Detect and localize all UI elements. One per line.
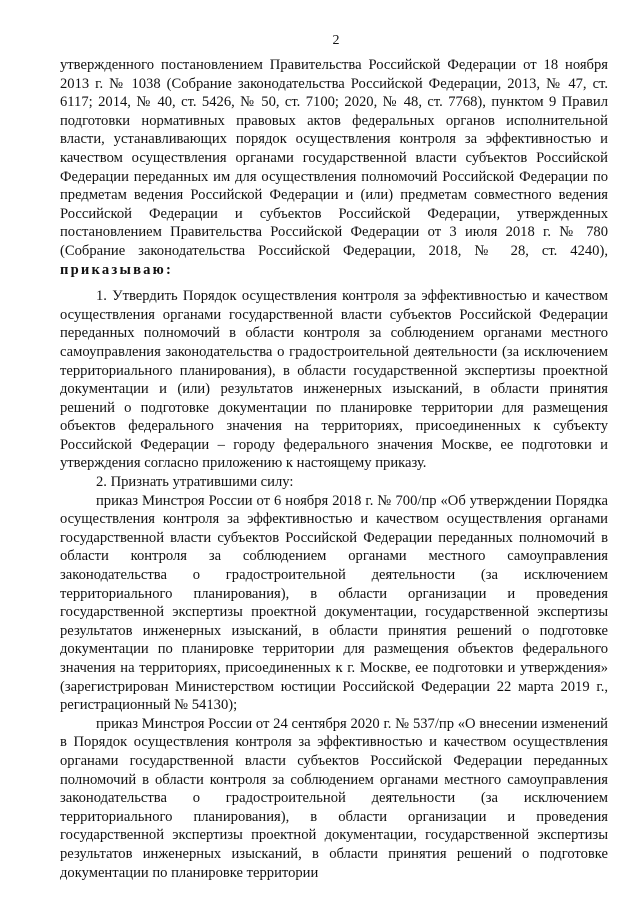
item-2-paragraph: 2. Признать утратившими силу: (96, 474, 294, 491)
item-1-paragraph: 1. Утвердить Порядок осуществления контроля за эффективностью и качеством осуществления органами государственной власти субъектов Российской Федерации переданных полномочий в области контроля за соблюдением органами местного самоуправления законодательства о градостроительной деятельности (за исключением территориального планирования), в области государственной экспертизы проектной документации и (или) результатов инженерных изысканий, в области принятия решений о подготовке документации по планировке территории для размещения объектов федерального значения на территориях, присоединенных к субъекту Российской Федерации – городу федерального значения Москве, ее подготовки и утверждения согласно приложению к настоящему приказу. (60, 288, 608, 472)
order-700-paragraph: приказ Минстроя России от 6 ноября 2018 г. № 700/пр «Об утверждении Порядка осуществления контроля за эффективностью и качеством осуществления органами государственной власти субъектов Российской Федерации переданных полномочий в области контроля за соблюдением органами местного самоуправления законодательства о градостроительной деятельности (за исключением территориального планирования), в области организации и проведения государственной экспертизы проектной документации, государственной экспертизы результатов инженерных изысканий, в области принятия решений о подготовке документации по планировке территории для размещения объектов федерального значения на территориях, присоединенных к г. Москве, ее подготовки и утверждения» (зарегистрирован Министерством юстиции Российской Федерации 22 марта 2019 г., регистрационный № 54130); (60, 492, 608, 714)
intro-text: утвержденного постановлением Правительства Российской Федерации от 18 ноября 2013 г. № 1038 (Собрание законодательства Российской Федерации, 2013, № 47, ст. 6117; 2014, № 40, ст. 5426, № 50, ст. 7100; 2020, № 48, ст. 7768), пунктом 9 Правил подготовки нормативных правовых актов федеральных органов исполнительной власти, устанавливающих порядок осуществления контроля за эффективностью и качеством осуществления органами государственной власти субъектов Российской Федерации переданных им для осуществления полномочий Российской Федерации по предметам ведения Российской Федерации и (или) предметам совместного ведения Российской Федерации и субъектов Российской Федерации, утвержденных постановлением Правительства Российской Федерации от 3 июля 2018 г. № 780 (Собрание законодательства Российской Федерации, 2018, № 28, ст. 4240), (60, 57, 608, 259)
order-537-paragraph: приказ Минстроя России от 24 сентября 2020 г. № 537/пр «О внесении изменений в Порядок осуществления контроля за эффективностью и качеством осуществления органами государственной власти субъектов Российской Федерации переданных полномочий в области контроля за соблюдением органами местного самоуправления законодательства о градостроительной деятельности (за исключением территориального планирования), в области организации и проведения государственной экспертизы проектной документации, государственной экспертизы результатов инженерных изысканий, в области принятия решений о подготовке документации по планировке территории (60, 715, 608, 881)
order-word: приказываю: (60, 261, 174, 278)
page-number: 2 (332, 33, 340, 48)
intro-paragraph (60, 56, 608, 279)
